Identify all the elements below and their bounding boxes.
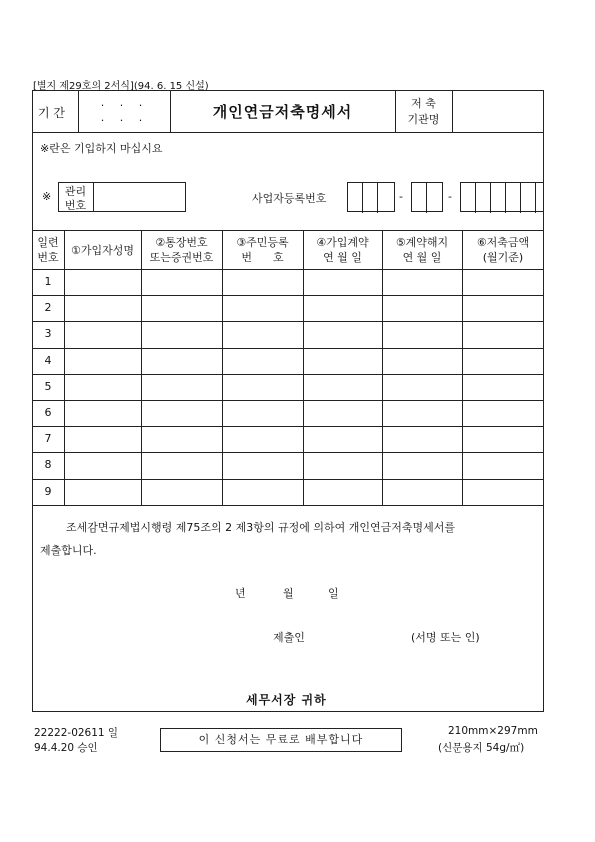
business-reg-part2[interactable]: [411, 182, 443, 212]
header-savings-amount: [462, 235, 544, 265]
row-number: 4: [44, 354, 52, 367]
table-row[interactable]: [32, 426, 543, 452]
header-join-date-line2: 연 월 일: [323, 251, 362, 264]
header-join-date-line1: ④가입계약: [316, 236, 369, 249]
date-year-label: 년: [235, 587, 246, 600]
row-number: 7: [44, 432, 52, 445]
header-join-date: [303, 235, 382, 265]
digit-box: [506, 183, 521, 213]
header-cancel-date-line2: 연 월 일: [402, 251, 442, 264]
mgmt-label-divider: [93, 182, 94, 212]
business-reg-part3[interactable]: [460, 182, 544, 212]
header-serial-line2: 번호: [37, 251, 59, 264]
row-number: 5: [44, 380, 52, 393]
addressee: 세무서장 귀하: [246, 693, 327, 707]
row-number: 2: [44, 301, 52, 314]
period-label: 기 간: [38, 106, 65, 120]
approval-code-line1: 22222-02611 일: [34, 727, 119, 739]
header-savings-amount-line1: ⑥저축금액: [476, 236, 530, 249]
table-row[interactable]: [32, 452, 543, 478]
header-cancel-date-line1: ⑤계약해지: [395, 236, 449, 249]
signature-label: (서명 또는 인): [411, 631, 480, 644]
table-row[interactable]: [32, 348, 543, 374]
period-dots-bottom[interactable]: . . .: [100, 111, 149, 124]
header-cancel-date: [382, 235, 462, 265]
digit-box: [363, 183, 378, 213]
digit-box: [348, 183, 363, 213]
row-number: 1: [44, 275, 52, 288]
digit-box: [476, 183, 491, 213]
statement-line2: 제출합니다.: [40, 544, 97, 557]
paper-type: (신문용지 54g/㎡): [438, 742, 525, 754]
date-day-label: 일: [328, 587, 339, 600]
form-title: 개인연금저축명세서: [212, 103, 353, 121]
table-bottom-line: [32, 505, 544, 506]
dash-1: -: [399, 190, 403, 203]
table-top-line: [32, 230, 544, 231]
paper-size: 210mm×297mm: [448, 725, 538, 737]
header-serial: [32, 235, 64, 265]
table-row[interactable]: [32, 374, 543, 400]
table-row[interactable]: [32, 479, 543, 505]
table-row[interactable]: [32, 321, 543, 347]
mgmt-label-line2: 번호: [64, 199, 87, 212]
header-account-number-line2: 또는증권번호: [149, 251, 214, 264]
business-reg-part1[interactable]: [347, 182, 395, 212]
period-dots-top[interactable]: . . .: [100, 96, 149, 109]
digit-box: [412, 183, 427, 213]
mgmt-label-line1: 관리: [64, 185, 87, 198]
row-number: 6: [44, 406, 52, 419]
digit-box: [521, 183, 536, 213]
digit-box: [461, 183, 476, 213]
note-text: ※란은 기입하지 마십시요: [40, 142, 163, 155]
digit-box: [491, 183, 506, 213]
agency-label-line2: 기관명: [407, 113, 440, 126]
header-subscriber-name-line1: ①가입자성명: [71, 244, 134, 257]
agency-label-line1: 저 축: [411, 97, 436, 110]
header-subscriber-name: [64, 243, 141, 258]
free-distribution-notice: 이 신청서는 무료로 배부합니다: [160, 728, 402, 752]
statement-line1: 조세감면규제법시행령 제75조의 2 제3항의 규정에 의하여 개인연금저축명세서를: [66, 521, 456, 534]
header-vline-1: [78, 90, 79, 132]
approval-code-line2: 94.4.20 승인: [34, 742, 98, 754]
row-number: 3: [44, 327, 52, 340]
submitter-label: 제출인: [273, 631, 305, 644]
row-number: 8: [44, 458, 52, 471]
date-month-label: 월: [283, 587, 294, 600]
row-number: 9: [44, 485, 52, 498]
mgmt-mark: ※: [42, 190, 52, 203]
header-resident-number: [222, 235, 303, 265]
table-row[interactable]: [32, 400, 543, 426]
header-divider: [32, 132, 544, 133]
header-vline-4: [452, 90, 453, 132]
table-row[interactable]: [32, 295, 543, 321]
header-resident-number-line2: 번 호: [241, 251, 284, 264]
header-account-number-line1: ②통장번호: [155, 236, 208, 249]
header-serial-line1: 일련: [37, 236, 59, 249]
header-account-number: [141, 235, 222, 265]
header-resident-number-line1: ③주민등록: [236, 236, 289, 249]
form-reference: [별지 제29호의 2서식](94. 6. 15 신설): [33, 81, 209, 92]
table-row[interactable]: [32, 269, 543, 295]
header-savings-amount-line2: (월기준): [482, 251, 524, 264]
dash-2: -: [448, 190, 452, 203]
business-reg-label: 사업자등록번호: [252, 192, 327, 205]
